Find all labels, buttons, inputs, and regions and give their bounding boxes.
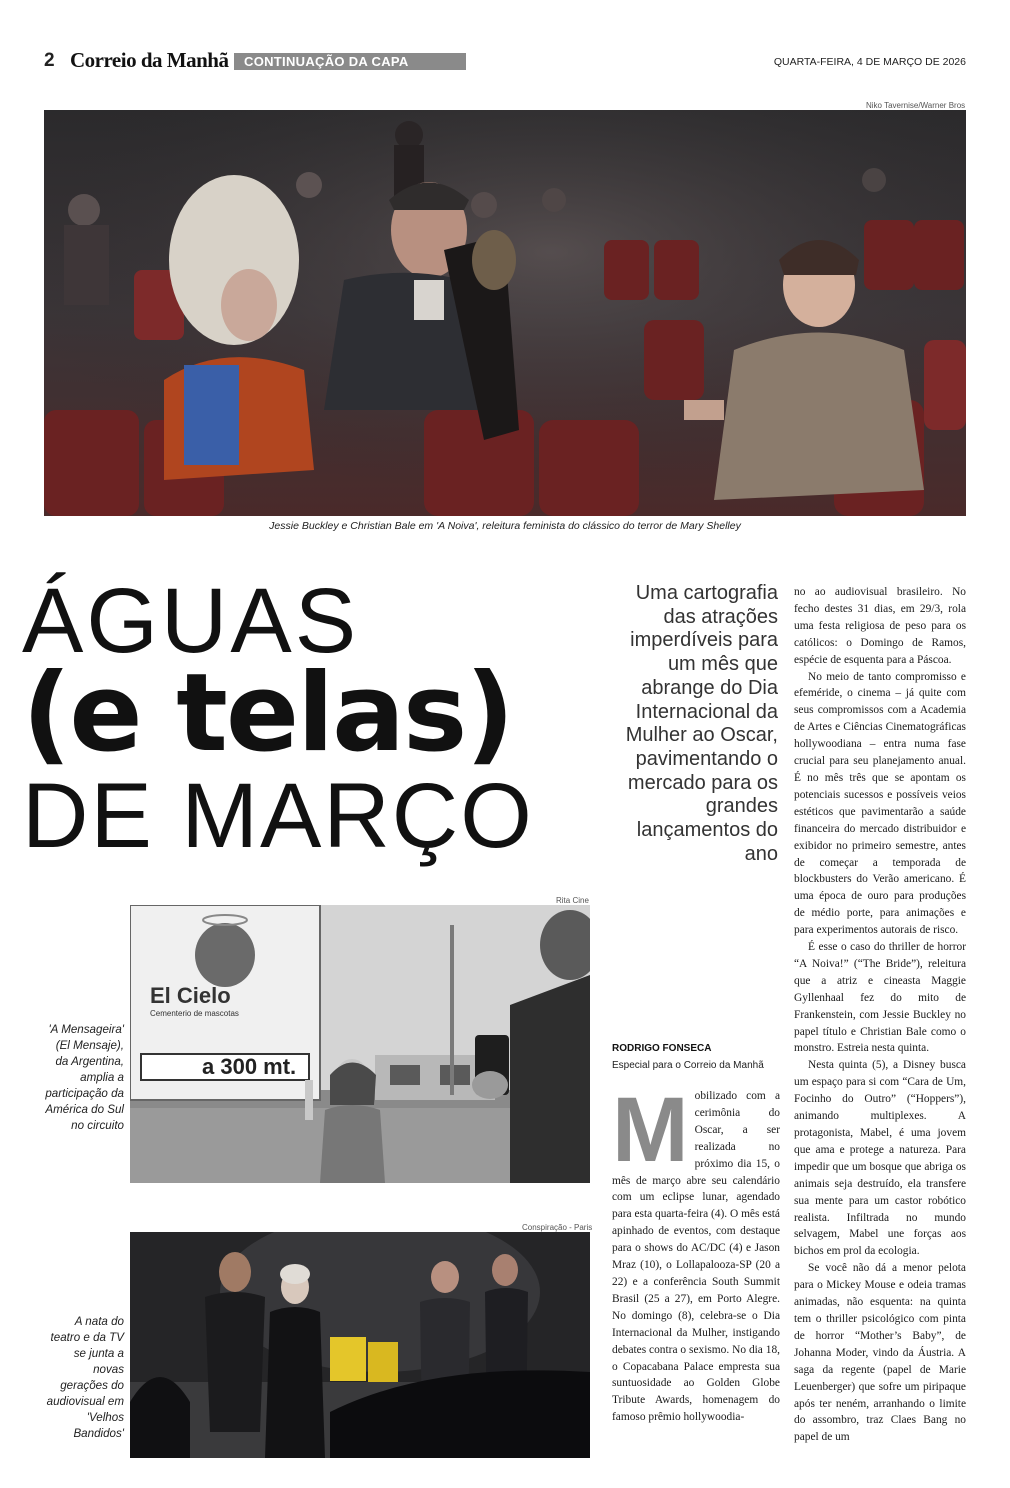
drop-cap: M — [612, 1079, 689, 1181]
page-header — [44, 50, 966, 74]
headline-line-1: ÁGUAS — [22, 570, 360, 672]
issue-date: QUARTA-FEIRA, 4 DE MARÇO DE 2026 — [773, 56, 966, 68]
top-photo — [44, 110, 966, 516]
article-paragraph: É esse o caso do thriller de horror “A Noiva!” (“The Bride”), releitura que a atriz e cineasta Maggie Gyllenhaal fez do mito de Frankenstein, com Jessie Buckley no papel título e Christian Bale como o monstro. Estreia nesta quinta. — [794, 941, 966, 1055]
photo2-credit: Rita Cine — [556, 896, 589, 905]
paragraph-text: obilizado com a cerimônia do Oscar, a ser realizada no próximo dia 15, o mês de março abre seu calendário com um eclipse lunar, agendado para esta quarta-feira (4). O mês está apinhado de eventos, com destaque para o shows do AC/DC (4) e Jason Mraz (10), o Lollapalooza-SP (20 a 22) e a conferência South Summit Brasil (25 a 27), em Porto Alegre. No domingo (8), celebra-se o Dia Internacional da Mulher, instigando debates contra o sexismo. No dia 18, o Copacabana Palace empresta sua suntuosidade ao Golden Globe Tribute Awards, homenagem do famoso prêmio hollywoodia- — [612, 1090, 780, 1424]
article-paragraph: Se você não dá a menor pelota para o Mickey Mouse e odeia tramas animadas, não esquenta: na quinta tem o thriller psicológico com pinta de horror “Mother’s Baby”, de Johanna Moder, vindo da Áustria. A saga da regente (papel de Marie Leuenberger) que sofre um piripaque após ter neném, arranhando o limite do assombro, traz Claes Bang no papel de um — [794, 1262, 966, 1444]
sign-title: El Cielo — [150, 983, 231, 1008]
photo3-caption: A nata do teatro e da TV se junta a novas gerações do audiovisual em 'Velhos Bandidos' — [46, 1315, 124, 1440]
photo2-caption: 'A Mensageira' (El Mensaje), da Argentina, amplia a participação da América do Sul no circuito — [45, 1023, 124, 1132]
photo-velhos-bandidos — [130, 1232, 590, 1458]
masthead-logo: Correio da Manhã — [70, 48, 229, 72]
page-number: 2 — [44, 50, 55, 71]
article-paragraph: No meio de tanto compromisso e efeméride, o cinema – já quite com seus compromissos com a Academia de Artes e Ciências Cinematográficas hollywoodiana – entra numa fase crucial para seu planejamento anual. É no mês três que se apontam os potenciais sucessos e possíveis veios estéticos que pavimentarão a saúde financeira do mercado distribuidor e exibidor no primeiro semestre, antes de começar a temporada de blockbusters do Verão americano. É uma época de ouro para produções de médio porte, para animações e para experimentos autorais de risco. — [794, 670, 966, 937]
headline-line-2: (e telas) — [22, 651, 513, 776]
photo2-figures — [130, 905, 590, 1183]
article-deck: Uma cartografia das atrações imperdíveis para um mês que abrange do Dia Internacional da Mulher ao Oscar, pavimentando o mercado para os grandes lançamentos do ano — [625, 582, 778, 865]
article-paragraph: Nesta quinta (5), a Disney busca um espaço para si com “Cara de Um, Focinho do Outro” (“Hoppers”), animando multiplexes. A protagonista, Mabel, é uma jovem que ama e protege a natureza. Para impedir que um bosque que abriga os animais seja destruído, ela transfere sua mente para um castor robótico realista. Infiltrada no mundo selvagem, Mabel une forças aos bichos em prol da ecologia. — [794, 1059, 966, 1258]
photo-el-mensaje — [130, 905, 590, 1183]
sign-subtitle: Cementerio de mascotas — [150, 1009, 239, 1018]
top-photo-caption: Jessie Buckley e Christian Bale em 'A Noiva', releitura feminista do clássico do terror de Mary Shelley — [269, 520, 741, 532]
byline-author: RODRIGO FONSECA — [612, 1043, 712, 1054]
photo3-credit: Conspiração - Paris — [522, 1223, 593, 1232]
article-paragraph: no ao audiovisual brasileiro. No fecho destes 31 dias, em 29/3, rola uma festa religiosa de peso para os católicos: o Domingo de Ramos, espécie de esquenta para a Páscoa. — [794, 586, 966, 666]
sign-distance: a 300 mt. — [202, 1054, 297, 1079]
top-photo-credit: Niko Tavernise/Warner Bros — [866, 101, 966, 110]
section-tag: CONTINUAÇÃO DA CAPA — [234, 53, 466, 70]
headline-line-3: DE MARÇO — [22, 765, 534, 867]
article-column-1 — [612, 1079, 780, 1426]
byline-role: Especial para o Correio da Manhã — [612, 1060, 764, 1071]
article-column-2 — [794, 584, 966, 1446]
article-paragraph — [612, 1079, 780, 1426]
